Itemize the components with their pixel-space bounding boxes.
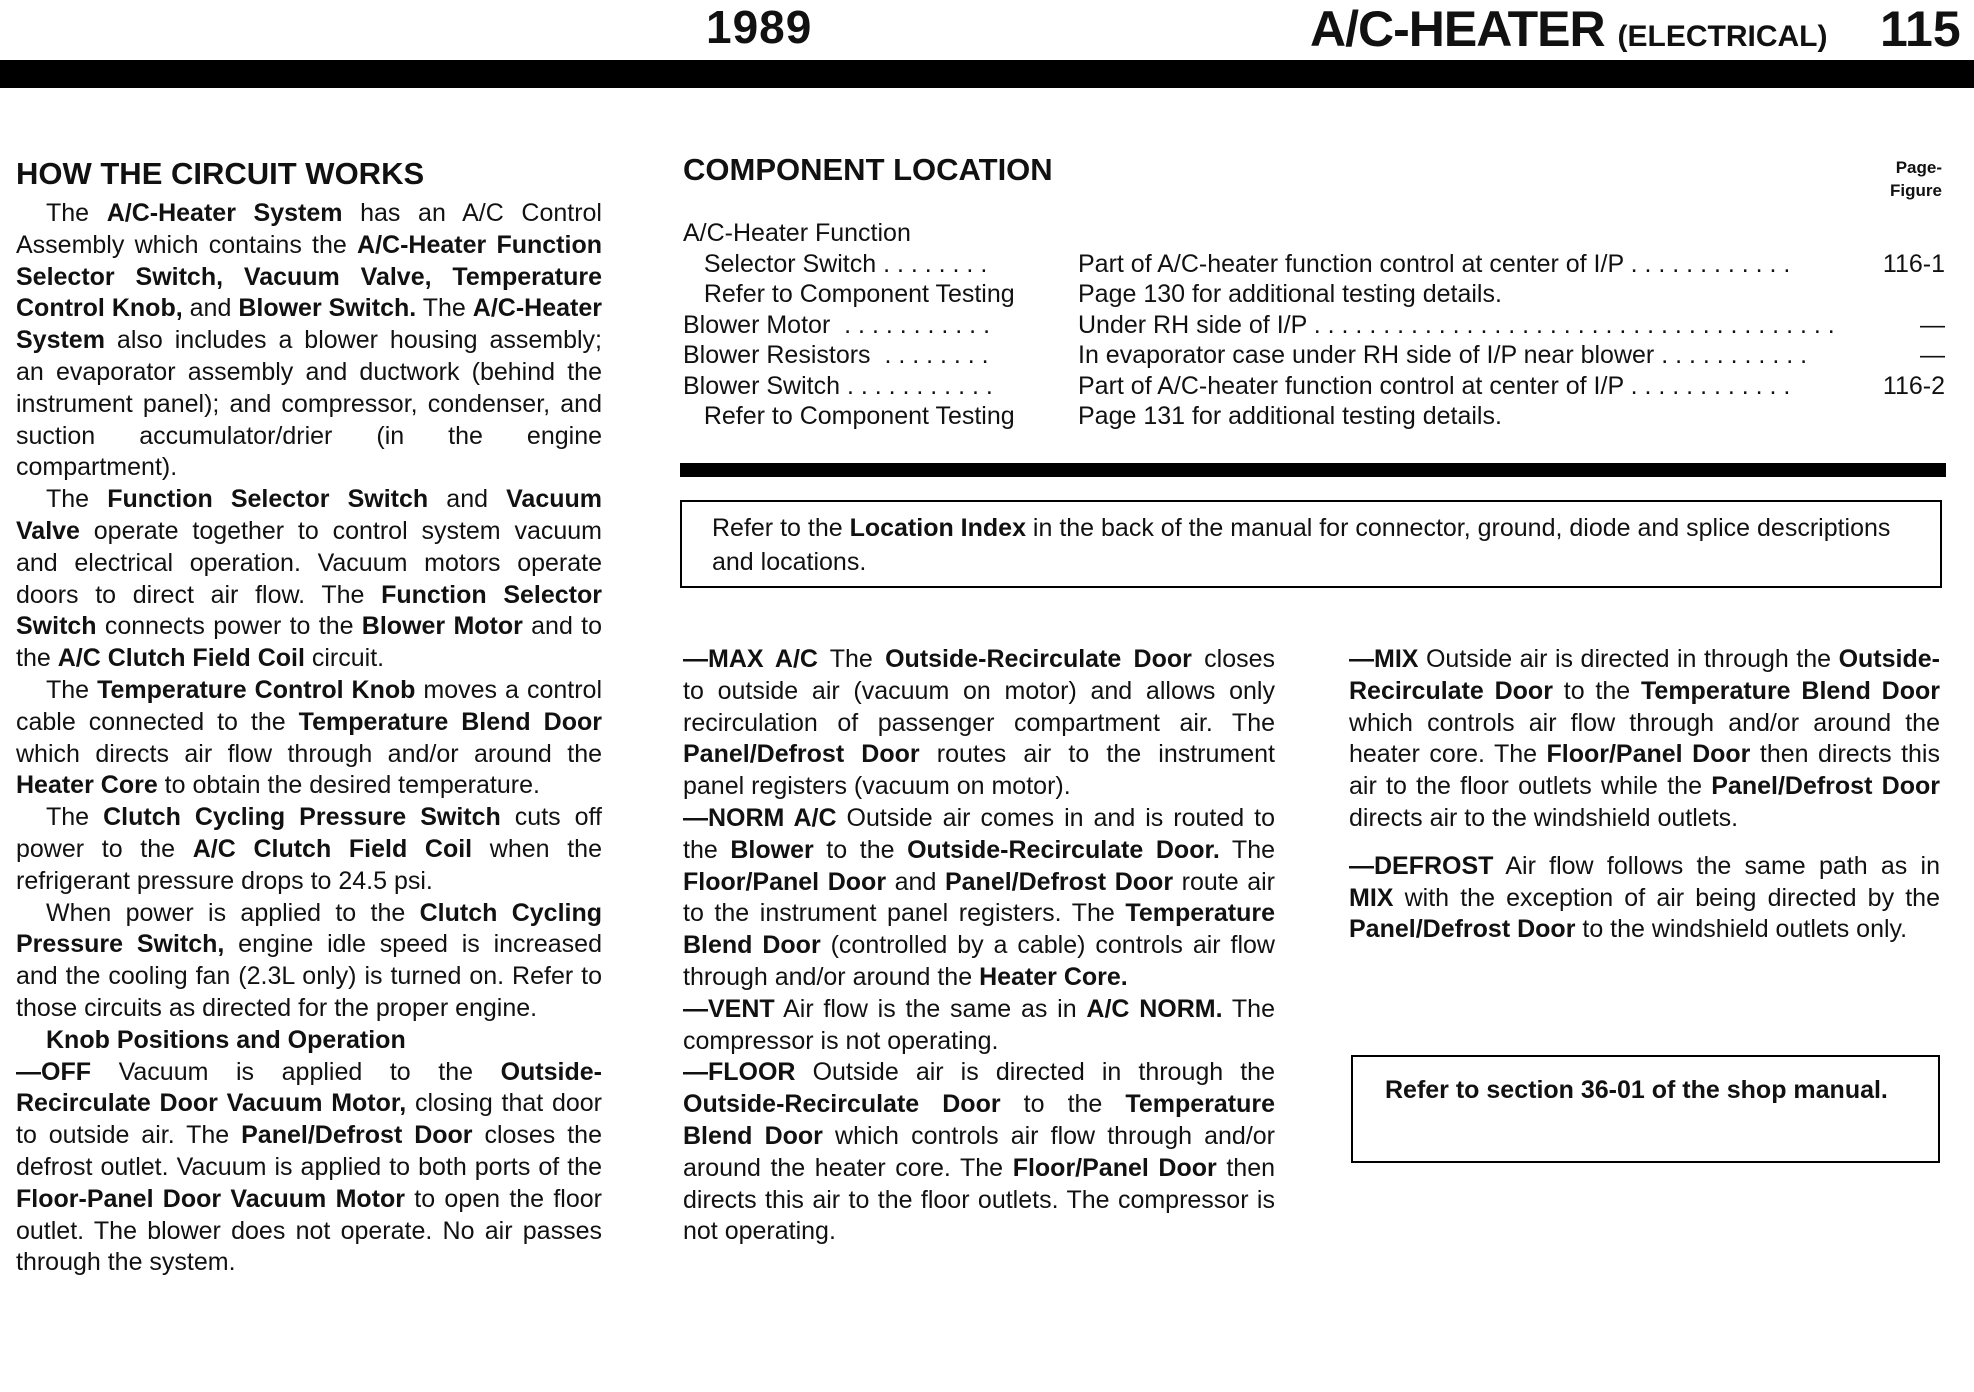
shop-manual-note: Refer to section 36-01 of the shop manual. <box>1351 1055 1940 1163</box>
component-row <box>683 371 1945 402</box>
component-name: Selector Switch . . . . . . . . <box>683 249 988 278</box>
location-index-note: Refer to the Location Index in the back of the manual for connector, ground, diode and splice descriptions and locations. <box>680 500 1942 588</box>
component-name: Blower Motor . . . . . . . . . . . <box>683 310 991 339</box>
header-rule <box>0 60 1974 88</box>
component-name: Blower Switch . . . . . . . . . . . <box>683 371 993 400</box>
component-row <box>683 279 1945 310</box>
modes-right-column <box>1349 644 1940 946</box>
how-circuit-works-column <box>16 198 602 1279</box>
component-row <box>683 401 1945 432</box>
component-row <box>683 340 1945 371</box>
section-title-sub: (ELECTRICAL) <box>1617 20 1828 53</box>
mode-mix-paragraph: —MIX Outside air is directed in through the Outside-Recirculate Door to the Temperature Blend Door which controls air flow through and/or around the heater core. The Floor/Panel Door then directs this air to the floor outlets while the Panel/Defrost Door directs air to the windshield outlets. <box>1349 645 1940 832</box>
modes-left-column <box>683 644 1275 1248</box>
component-figure: 116-2 <box>1882 371 1945 400</box>
component-description: Under RH side of I/P . . . . . . . . . . . . . . . . . . . . . . . . . . . . . . . . . . . . . . <box>1078 310 1835 339</box>
mode-max-ac-paragraph: —MAX A/C The Outside-Recirculate Door closes to outside air (vacuum on motor) and allows only recirculation of passenger compartment air. The Panel/Defrost Door routes air to the instrument panel registers (vacuum on motor). <box>683 645 1275 801</box>
how-circuit-works-heading: HOW THE CIRCUIT WORKS <box>16 156 425 191</box>
component-figure: — <box>1920 310 1945 339</box>
year-label: 1989 <box>706 1 813 53</box>
page-label: Page- <box>1895 158 1942 177</box>
mode-defrost-paragraph: —DEFROST Air flow follows the same path as in MIX with the exception of air being directed by the Panel/Defrost Door to the windshield outlets only. <box>1349 851 1940 944</box>
figure-label: Figure <box>1890 181 1942 200</box>
component-name: Refer to Component Testing <box>683 402 1015 430</box>
component-location-table <box>683 218 1945 432</box>
section-title-main: A/C-HEATER <box>1310 1 1605 57</box>
how-paragraph-1: The A/C-Heater System has an A/C Control Assembly which contains the A/C-Heater Function Selector Switch, Vacuum Valve, Temperature Control Knob, and Blower Switch. The A/C-Heater System also includes a blower housing assembly; an evaporator assembly and ductwork (behind the instrument panel); and compressor, condenser, and suction accumulator/drier (in the engine compartment). <box>16 199 602 482</box>
section-title <box>1310 0 1828 58</box>
component-description: Part of A/C-heater function control at center of I/P . . . . . . . . . . . . <box>1078 249 1791 278</box>
component-description: In evaporator case under RH side of I/P near blower . . . . . . . . . . . <box>1078 341 1808 369</box>
mode-vent-paragraph: —VENT Air flow is the same as in A/C NORM. The compressor is not operating. <box>683 994 1275 1055</box>
mode-floor-paragraph: —FLOOR Outside air is directed in through the Outside-Recirculate Door to the Temperature Blend Door which controls air flow through and/or around the heater core. The Floor/Panel Door then directs this air to the floor outlets. The compressor is not operating. <box>683 1058 1276 1246</box>
component-row <box>683 310 1945 341</box>
section-divider <box>680 463 1946 477</box>
component-description: Page 131 for additional testing details. <box>1078 402 1502 430</box>
component-description: Page 130 for additional testing details. <box>1078 280 1502 308</box>
component-description: Part of A/C-heater function control at center of I/P . . . . . . . . . . . . <box>1078 371 1791 400</box>
component-name: Refer to Component Testing <box>683 280 1015 308</box>
how-paragraph-2: The Function Selector Switch and Vacuum Valve operate together to control system vacuum and electrical operation. Vacuum motors operate doors to direct air flow. The Function Selector Switch connects power to the Blower Motor and to the A/C Clutch Field Coil circuit. <box>16 485 603 673</box>
component-figure: — <box>1920 341 1945 369</box>
mode-norm-ac-paragraph: —NORM A/C Outside air comes in and is routed to the Blower to the Outside-Recirculate Door. The Floor/Panel Door and Panel/Defrost Door route air to the instrument panel registers. The Temperature Blend Door (controlled by a cable) controls air flow through and/or around the Heater Core. <box>683 803 1276 991</box>
page-number: 115 <box>1880 1 1961 57</box>
component-name: A/C-Heater Function <box>683 219 911 247</box>
page-figure-label <box>1872 156 1942 202</box>
component-name: Blower Resistors . . . . . . . . <box>683 341 989 369</box>
how-paragraph-4: The Clutch Cycling Pressure Switch cuts off power to the A/C Clutch Field Coil when the refrigerant pressure drops to 24.5 psi. <box>16 803 602 895</box>
component-figure: 116-1 <box>1882 249 1945 278</box>
component-row <box>683 218 1945 249</box>
mode-off-paragraph: —OFF Vacuum is applied to the Outside-Recirculate Door Vacuum Motor, closing that door to outside air. The Panel/Defrost Door closes the defrost outlet. Vacuum is applied to both ports of the Floor-Panel Door Vacuum Motor to open the floor outlet. The blower does not operate. No air passes through the system. <box>16 1057 602 1277</box>
how-paragraph-5: When power is applied to the Clutch Cycling Pressure Switch, engine idle speed is increased and the cooling fan (2.3L only) is turned on. Refer to those circuits as directed for the proper engine. <box>16 898 602 1022</box>
component-location-heading: COMPONENT LOCATION <box>683 152 1053 187</box>
knob-positions-heading: Knob Positions and Operation <box>46 1025 406 1054</box>
component-row <box>683 249 1945 280</box>
how-paragraph-3: The Temperature Control Knob moves a control cable connected to the Temperature Blend Door which directs air flow through and/or around the Heater Core to obtain the desired temperature. <box>16 675 602 800</box>
